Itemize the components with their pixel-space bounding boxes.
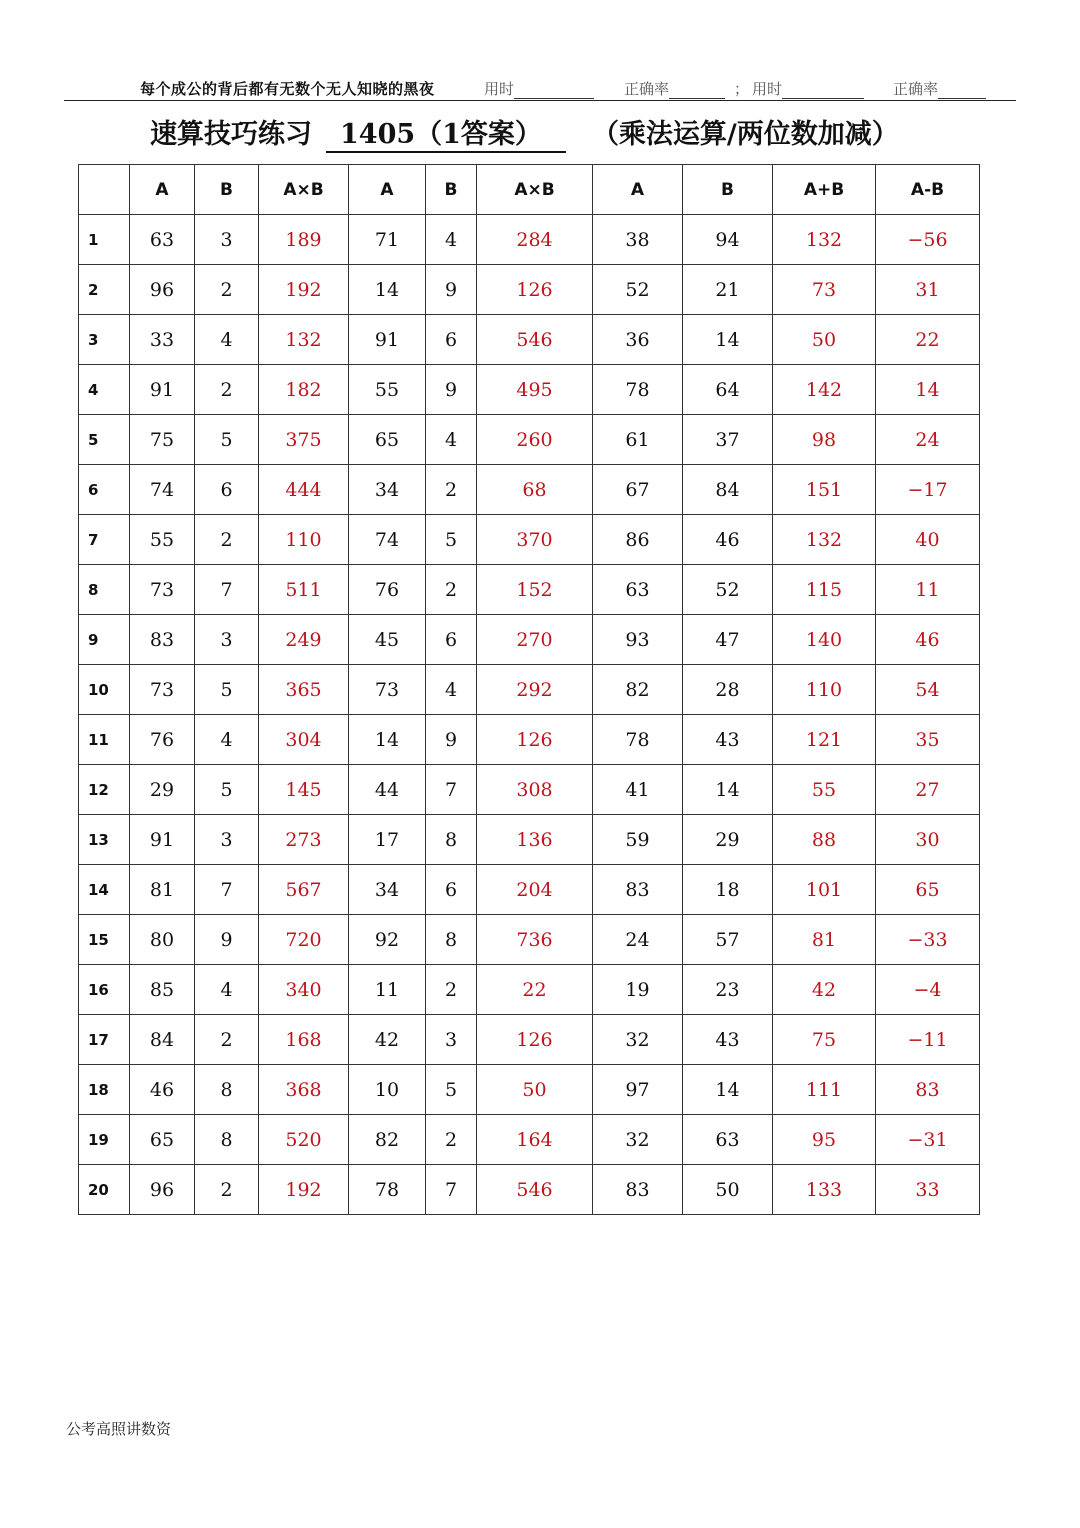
operand-cell: 63: [683, 1115, 773, 1165]
page-title: [150, 112, 899, 153]
header-cell: A+B: [773, 165, 876, 215]
answer-cell: 375: [259, 415, 349, 465]
row-index: 3: [79, 315, 130, 365]
operand-cell: 42: [349, 1015, 426, 1065]
table-row: [79, 1115, 980, 1165]
table-row: [79, 1015, 980, 1065]
header-cell: A: [349, 165, 426, 215]
operand-cell: 8: [195, 1065, 259, 1115]
row-index: 9: [79, 615, 130, 665]
answer-cell: 720: [259, 915, 349, 965]
table-row: [79, 715, 980, 765]
operand-cell: 50: [683, 1165, 773, 1215]
table-row: [79, 315, 980, 365]
answer-cell: 98: [773, 415, 876, 465]
answer-cell: 11: [876, 565, 980, 615]
row-index: 10: [79, 665, 130, 715]
answer-cell: 83: [876, 1065, 980, 1115]
operand-cell: 83: [130, 615, 195, 665]
answer-cell: 495: [477, 365, 593, 415]
answer-cell: 145: [259, 765, 349, 815]
accuracy-label-2: 正确率: [893, 80, 939, 98]
answer-cell: 68: [477, 465, 593, 515]
answer-cell: −31: [876, 1115, 980, 1165]
operand-cell: 97: [593, 1065, 683, 1115]
answer-cell: 249: [259, 615, 349, 665]
operand-cell: 94: [683, 215, 773, 265]
answer-cell: 22: [876, 315, 980, 365]
answer-cell: 95: [773, 1115, 876, 1165]
operand-cell: 14: [349, 715, 426, 765]
operand-cell: 93: [593, 615, 683, 665]
operand-cell: 9: [426, 365, 477, 415]
operand-cell: 55: [130, 515, 195, 565]
answer-cell: 121: [773, 715, 876, 765]
row-index: 13: [79, 815, 130, 865]
operand-cell: 9: [195, 915, 259, 965]
answer-cell: 368: [259, 1065, 349, 1115]
time-label-2: 用时: [752, 80, 783, 98]
operand-cell: 83: [593, 865, 683, 915]
operand-cell: 6: [195, 465, 259, 515]
operand-cell: 46: [683, 515, 773, 565]
answer-cell: 270: [477, 615, 593, 665]
operand-cell: 21: [683, 265, 773, 315]
operand-cell: 80: [130, 915, 195, 965]
header-cell: [79, 165, 130, 215]
operand-cell: 96: [130, 265, 195, 315]
operand-cell: 37: [683, 415, 773, 465]
operand-cell: 65: [130, 1115, 195, 1165]
answer-cell: 126: [477, 265, 593, 315]
operand-cell: 43: [683, 1015, 773, 1065]
accuracy-blank-1[interactable]: [669, 84, 725, 99]
operand-cell: 3: [195, 815, 259, 865]
operand-cell: 57: [683, 915, 773, 965]
table-row: [79, 415, 980, 465]
answer-cell: 110: [259, 515, 349, 565]
operand-cell: 29: [130, 765, 195, 815]
operand-cell: 7: [195, 865, 259, 915]
operand-cell: 29: [683, 815, 773, 865]
answer-cell: 292: [477, 665, 593, 715]
operand-cell: 64: [683, 365, 773, 415]
row-index: 18: [79, 1065, 130, 1115]
answer-cell: 132: [773, 515, 876, 565]
answer-cell: 75: [773, 1015, 876, 1065]
operand-cell: 18: [683, 865, 773, 915]
operand-cell: 5: [426, 515, 477, 565]
answer-cell: 365: [259, 665, 349, 715]
operand-cell: 81: [130, 865, 195, 915]
operand-cell: 4: [195, 965, 259, 1015]
operand-cell: 5: [195, 765, 259, 815]
answer-cell: 151: [773, 465, 876, 515]
table-body: [79, 215, 980, 1215]
operand-cell: 84: [683, 465, 773, 515]
answer-cell: 27: [876, 765, 980, 815]
operand-cell: 8: [426, 815, 477, 865]
answer-cell: 65: [876, 865, 980, 915]
operand-cell: 86: [593, 515, 683, 565]
operand-cell: 52: [683, 565, 773, 615]
table-row: [79, 765, 980, 815]
operand-cell: 82: [349, 1115, 426, 1165]
row-index: 4: [79, 365, 130, 415]
row-index: 15: [79, 915, 130, 965]
operand-cell: 4: [195, 315, 259, 365]
table-row: [79, 515, 980, 565]
operand-cell: 10: [349, 1065, 426, 1115]
operand-cell: 67: [593, 465, 683, 515]
operand-cell: 14: [683, 315, 773, 365]
row-index: 5: [79, 415, 130, 465]
answer-cell: −17: [876, 465, 980, 515]
answer-cell: 115: [773, 565, 876, 615]
operand-cell: 71: [349, 215, 426, 265]
answer-cell: 126: [477, 715, 593, 765]
operand-cell: 45: [349, 615, 426, 665]
answer-cell: 192: [259, 1165, 349, 1215]
answer-cell: 284: [477, 215, 593, 265]
table-header-row: [79, 165, 980, 215]
table-row: [79, 915, 980, 965]
operand-cell: 59: [593, 815, 683, 865]
answer-cell: 189: [259, 215, 349, 265]
answer-cell: 308: [477, 765, 593, 815]
title-main: 速算技巧练习: [150, 119, 312, 150]
row-index: 1: [79, 215, 130, 265]
title-number: 1405（1答案）: [326, 112, 566, 153]
time-blank-2[interactable]: [782, 84, 864, 99]
table-row: [79, 1065, 980, 1115]
operand-cell: 74: [130, 465, 195, 515]
operand-cell: 34: [349, 465, 426, 515]
answer-cell: 567: [259, 865, 349, 915]
answer-cell: 260: [477, 415, 593, 465]
header-cell: B: [195, 165, 259, 215]
operand-cell: 76: [130, 715, 195, 765]
answer-cell: 164: [477, 1115, 593, 1165]
operand-cell: 7: [195, 565, 259, 615]
operand-cell: 2: [195, 365, 259, 415]
answer-cell: 192: [259, 265, 349, 315]
answer-cell: 35: [876, 715, 980, 765]
answer-cell: 304: [259, 715, 349, 765]
operand-cell: 6: [426, 865, 477, 915]
operand-cell: 63: [593, 565, 683, 615]
answer-cell: 273: [259, 815, 349, 865]
answer-cell: 50: [477, 1065, 593, 1115]
accuracy-blank-2[interactable]: [938, 84, 986, 99]
operand-cell: 2: [426, 465, 477, 515]
table-row: [79, 1165, 980, 1215]
row-index: 6: [79, 465, 130, 515]
operand-cell: 5: [195, 415, 259, 465]
operand-cell: 2: [195, 265, 259, 315]
table-row: [79, 565, 980, 615]
operand-cell: 78: [593, 365, 683, 415]
answer-cell: 40: [876, 515, 980, 565]
row-index: 20: [79, 1165, 130, 1215]
header-cell: B: [683, 165, 773, 215]
table-row: [79, 865, 980, 915]
operand-cell: 14: [683, 1065, 773, 1115]
practice-table: [78, 164, 980, 1215]
row-index: 2: [79, 265, 130, 315]
answer-cell: 444: [259, 465, 349, 515]
answer-cell: 81: [773, 915, 876, 965]
operand-cell: 36: [593, 315, 683, 365]
operand-cell: 2: [195, 1015, 259, 1065]
answer-cell: 33: [876, 1165, 980, 1215]
answer-cell: −4: [876, 965, 980, 1015]
accuracy-label-1: 正确率: [624, 80, 670, 98]
operand-cell: 9: [426, 715, 477, 765]
operand-cell: 4: [426, 665, 477, 715]
operand-cell: 6: [426, 315, 477, 365]
operand-cell: 33: [130, 315, 195, 365]
answer-cell: 42: [773, 965, 876, 1015]
answer-cell: 111: [773, 1065, 876, 1115]
header-cell: A×B: [259, 165, 349, 215]
row-index: 12: [79, 765, 130, 815]
answer-cell: 24: [876, 415, 980, 465]
answer-cell: 168: [259, 1015, 349, 1065]
operand-cell: 32: [593, 1115, 683, 1165]
table-row: [79, 815, 980, 865]
answer-cell: 31: [876, 265, 980, 315]
answer-cell: 370: [477, 515, 593, 565]
separator: ；: [734, 80, 750, 98]
operand-cell: 19: [593, 965, 683, 1015]
operand-cell: 46: [130, 1065, 195, 1115]
operand-cell: 84: [130, 1015, 195, 1065]
answer-cell: −11: [876, 1015, 980, 1065]
answer-cell: 73: [773, 265, 876, 315]
operand-cell: 41: [593, 765, 683, 815]
time-field-2: [752, 78, 864, 99]
operand-cell: 8: [195, 1115, 259, 1165]
answer-cell: −33: [876, 915, 980, 965]
answer-cell: 340: [259, 965, 349, 1015]
accuracy-field-1: [624, 78, 725, 99]
operand-cell: 91: [349, 315, 426, 365]
operand-cell: 28: [683, 665, 773, 715]
row-index: 19: [79, 1115, 130, 1165]
operand-cell: 78: [349, 1165, 426, 1215]
operand-cell: 61: [593, 415, 683, 465]
operand-cell: 24: [593, 915, 683, 965]
answer-cell: 140: [773, 615, 876, 665]
answer-cell: 30: [876, 815, 980, 865]
operand-cell: 34: [349, 865, 426, 915]
operand-cell: 96: [130, 1165, 195, 1215]
answer-cell: 133: [773, 1165, 876, 1215]
motto-text: 每个成公的背后都有无数个无人知晓的黑夜: [140, 80, 435, 98]
operand-cell: 3: [195, 615, 259, 665]
operand-cell: 73: [130, 665, 195, 715]
table-row: [79, 365, 980, 415]
operand-cell: 4: [426, 215, 477, 265]
operand-cell: 65: [349, 415, 426, 465]
operand-cell: 6: [426, 615, 477, 665]
operand-cell: 11: [349, 965, 426, 1015]
time-blank-1[interactable]: [514, 84, 594, 99]
header-cell: A: [593, 165, 683, 215]
answer-cell: 142: [773, 365, 876, 415]
header-cell: A-B: [876, 165, 980, 215]
answer-cell: 55: [773, 765, 876, 815]
table-row: [79, 965, 980, 1015]
operand-cell: 5: [426, 1065, 477, 1115]
operand-cell: 2: [195, 515, 259, 565]
operand-cell: 5: [195, 665, 259, 715]
answer-cell: 132: [259, 315, 349, 365]
time-field-1: [484, 78, 594, 99]
title-subtitle: （乘法运算/两位数加减）: [591, 119, 899, 150]
answer-cell: 54: [876, 665, 980, 715]
answer-cell: 14: [876, 365, 980, 415]
operand-cell: 2: [426, 565, 477, 615]
table-row: [79, 615, 980, 665]
answer-cell: 88: [773, 815, 876, 865]
operand-cell: 23: [683, 965, 773, 1015]
operand-cell: 75: [130, 415, 195, 465]
answer-cell: 22: [477, 965, 593, 1015]
operand-cell: 17: [349, 815, 426, 865]
answer-cell: 546: [477, 315, 593, 365]
answer-cell: 182: [259, 365, 349, 415]
row-index: 17: [79, 1015, 130, 1065]
operand-cell: 91: [130, 815, 195, 865]
operand-cell: 4: [195, 715, 259, 765]
row-index: 14: [79, 865, 130, 915]
answer-cell: 546: [477, 1165, 593, 1215]
operand-cell: 8: [426, 915, 477, 965]
row-index: 7: [79, 515, 130, 565]
header-cell: A: [130, 165, 195, 215]
answer-cell: 520: [259, 1115, 349, 1165]
answer-cell: 46: [876, 615, 980, 665]
operand-cell: 73: [349, 665, 426, 715]
row-index: 8: [79, 565, 130, 615]
row-index: 16: [79, 965, 130, 1015]
answer-cell: 152: [477, 565, 593, 615]
operand-cell: 4: [426, 415, 477, 465]
answer-cell: 132: [773, 215, 876, 265]
header-cell: A×B: [477, 165, 593, 215]
answer-cell: 136: [477, 815, 593, 865]
operand-cell: 92: [349, 915, 426, 965]
operand-cell: 47: [683, 615, 773, 665]
operand-cell: 2: [426, 1115, 477, 1165]
operand-cell: 2: [195, 1165, 259, 1215]
operand-cell: 73: [130, 565, 195, 615]
operand-cell: 7: [426, 765, 477, 815]
operand-cell: 43: [683, 715, 773, 765]
row-index: 11: [79, 715, 130, 765]
footer-text: 公考高照讲数资: [66, 1420, 172, 1438]
accuracy-field-2: [893, 78, 986, 99]
operand-cell: 3: [195, 215, 259, 265]
answer-cell: −56: [876, 215, 980, 265]
operand-cell: 83: [593, 1165, 683, 1215]
table-row: [79, 465, 980, 515]
operand-cell: 82: [593, 665, 683, 715]
answer-cell: 736: [477, 915, 593, 965]
operand-cell: 76: [349, 565, 426, 615]
operand-cell: 52: [593, 265, 683, 315]
table-row: [79, 215, 980, 265]
header-cell: B: [426, 165, 477, 215]
operand-cell: 14: [349, 265, 426, 315]
operand-cell: 38: [593, 215, 683, 265]
operand-cell: 32: [593, 1015, 683, 1065]
operand-cell: 63: [130, 215, 195, 265]
answer-cell: 50: [773, 315, 876, 365]
time-label-1: 用时: [484, 80, 515, 98]
operand-cell: 14: [683, 765, 773, 815]
operand-cell: 2: [426, 965, 477, 1015]
answer-cell: 110: [773, 665, 876, 715]
operand-cell: 55: [349, 365, 426, 415]
table-row: [79, 265, 980, 315]
operand-cell: 74: [349, 515, 426, 565]
operand-cell: 9: [426, 265, 477, 315]
operand-cell: 3: [426, 1015, 477, 1065]
answer-cell: 126: [477, 1015, 593, 1065]
answer-cell: 204: [477, 865, 593, 915]
operand-cell: 78: [593, 715, 683, 765]
operand-cell: 85: [130, 965, 195, 1015]
operand-cell: 44: [349, 765, 426, 815]
operand-cell: 7: [426, 1165, 477, 1215]
table-row: [79, 665, 980, 715]
operand-cell: 91: [130, 365, 195, 415]
answer-cell: 511: [259, 565, 349, 615]
answer-cell: 101: [773, 865, 876, 915]
